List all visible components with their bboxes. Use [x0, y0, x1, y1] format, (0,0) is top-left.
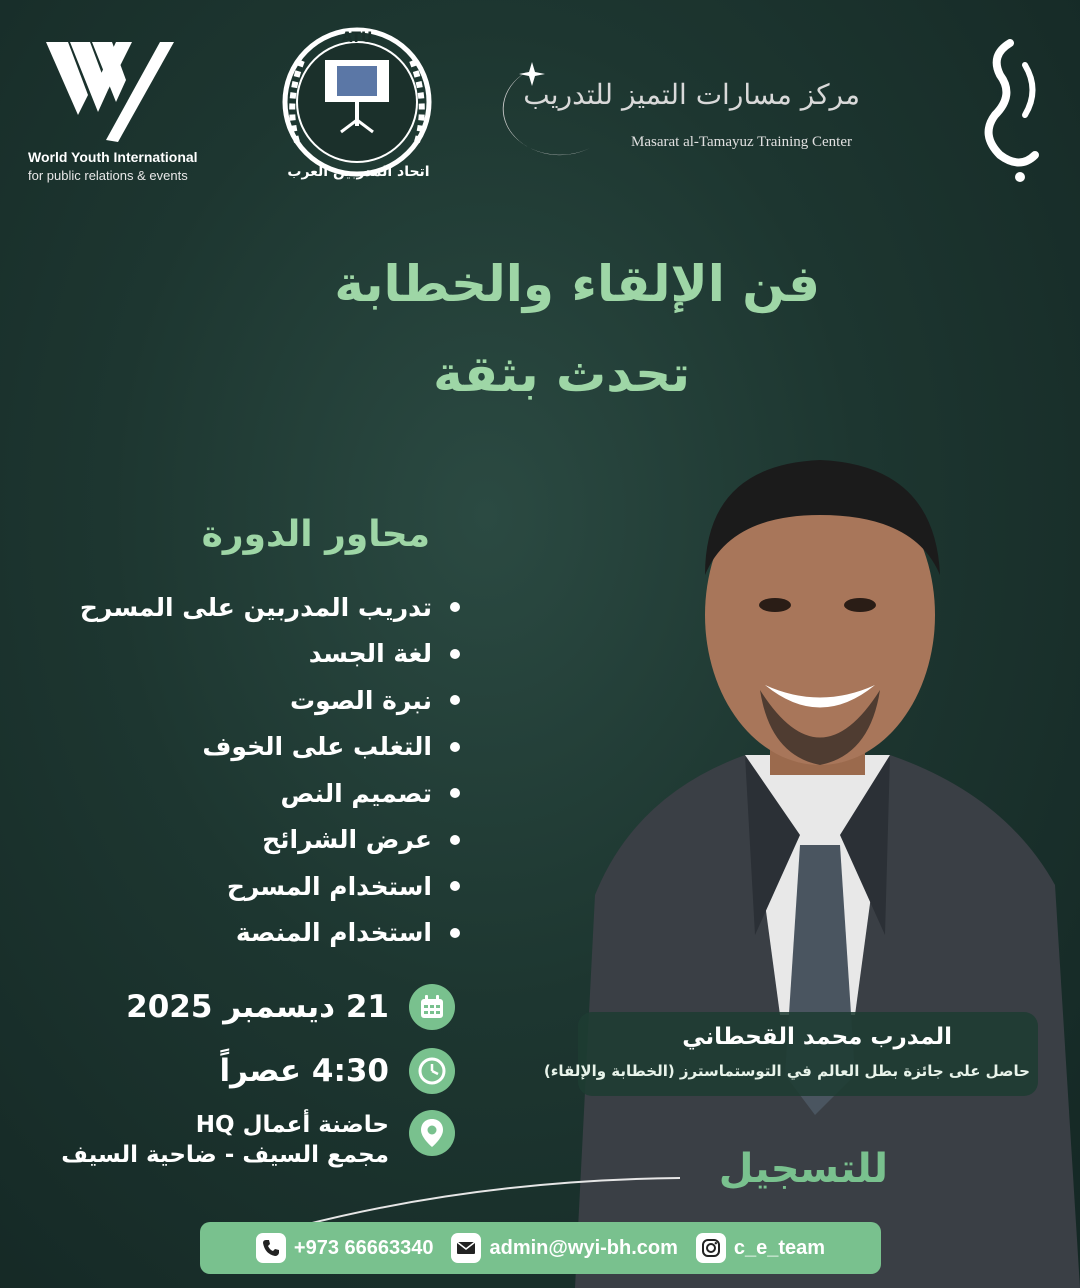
wyi-subtitle: for public relations & events	[28, 168, 188, 183]
bullet-icon	[450, 649, 460, 659]
event-time: 4:30 عصراً	[219, 1053, 389, 1089]
title-line-1: فن الإلقاء والخطابة	[334, 255, 820, 313]
calligraphy-ribbon-icon	[980, 35, 1055, 185]
email-icon	[451, 1233, 481, 1263]
instagram-icon	[696, 1233, 726, 1263]
topic-item: استخدام المسرح	[20, 863, 460, 910]
svg-text:ATU: ATU	[341, 30, 373, 46]
title-line-2: تحدث بثقة	[433, 345, 690, 403]
event-date: 21 ديسمبر 2025	[126, 989, 389, 1025]
wyi-name: World Youth International	[28, 149, 198, 165]
topic-item: استخدام المنصة	[20, 910, 460, 957]
masarat-name-en: Masarat al-Tamayuz Training Center	[631, 134, 852, 150]
phone-contact[interactable]	[256, 1233, 434, 1263]
topic-item: عرض الشرائح	[20, 817, 460, 864]
topic-item: لغة الجسد	[20, 631, 460, 678]
bullet-icon	[450, 788, 460, 798]
bullet-icon	[450, 928, 460, 938]
atu-caption: اتحاد المدربين العرب	[287, 164, 430, 180]
trainer-card	[543, 1012, 1038, 1096]
trainer-award: حاصل على جائزة بطل العالم في التوستماسترز (الخطابة والإلقاء)	[543, 1062, 1030, 1080]
bullet-icon	[450, 881, 460, 891]
contact-bar	[200, 1222, 881, 1274]
bullet-icon	[450, 835, 460, 845]
instagram-contact[interactable]	[696, 1233, 825, 1263]
email-address: admin@wyi-bh.com	[489, 1236, 678, 1259]
register-swoosh	[300, 1150, 680, 1230]
topics-list	[20, 584, 460, 956]
topic-item: نبرة الصوت	[20, 677, 460, 724]
bullet-icon	[450, 695, 460, 705]
topic-item: التغلب على الخوف	[20, 724, 460, 771]
clock-icon	[409, 1048, 455, 1094]
time-row	[140, 1048, 455, 1094]
topic-item: تدريب المدربين على المسرح	[20, 584, 460, 631]
masarat-name-ar: مركز مسارات التميز للتدريب	[523, 78, 860, 111]
phone-number: +973 66663340	[293, 1236, 434, 1259]
phone-icon	[256, 1233, 286, 1263]
instagram-handle: c_e_team	[733, 1236, 826, 1259]
email-contact[interactable]	[451, 1233, 677, 1263]
bullet-icon	[450, 602, 460, 612]
register-label: للتسجيل	[718, 1146, 888, 1192]
bullet-icon	[450, 742, 460, 752]
date-row	[126, 984, 455, 1030]
topics-heading: محاور الدورة	[201, 514, 430, 555]
calendar-icon	[409, 984, 455, 1030]
wyi-logo-icon	[28, 30, 188, 190]
trainer-name: المدرب محمد القحطاني	[682, 1024, 952, 1050]
location-line-2: مجمع السيف - ضاحية السيف	[61, 1142, 389, 1168]
location-line-1: حاضنة أعمال HQ	[195, 1112, 389, 1138]
topic-item: تصميم النص	[20, 770, 460, 817]
